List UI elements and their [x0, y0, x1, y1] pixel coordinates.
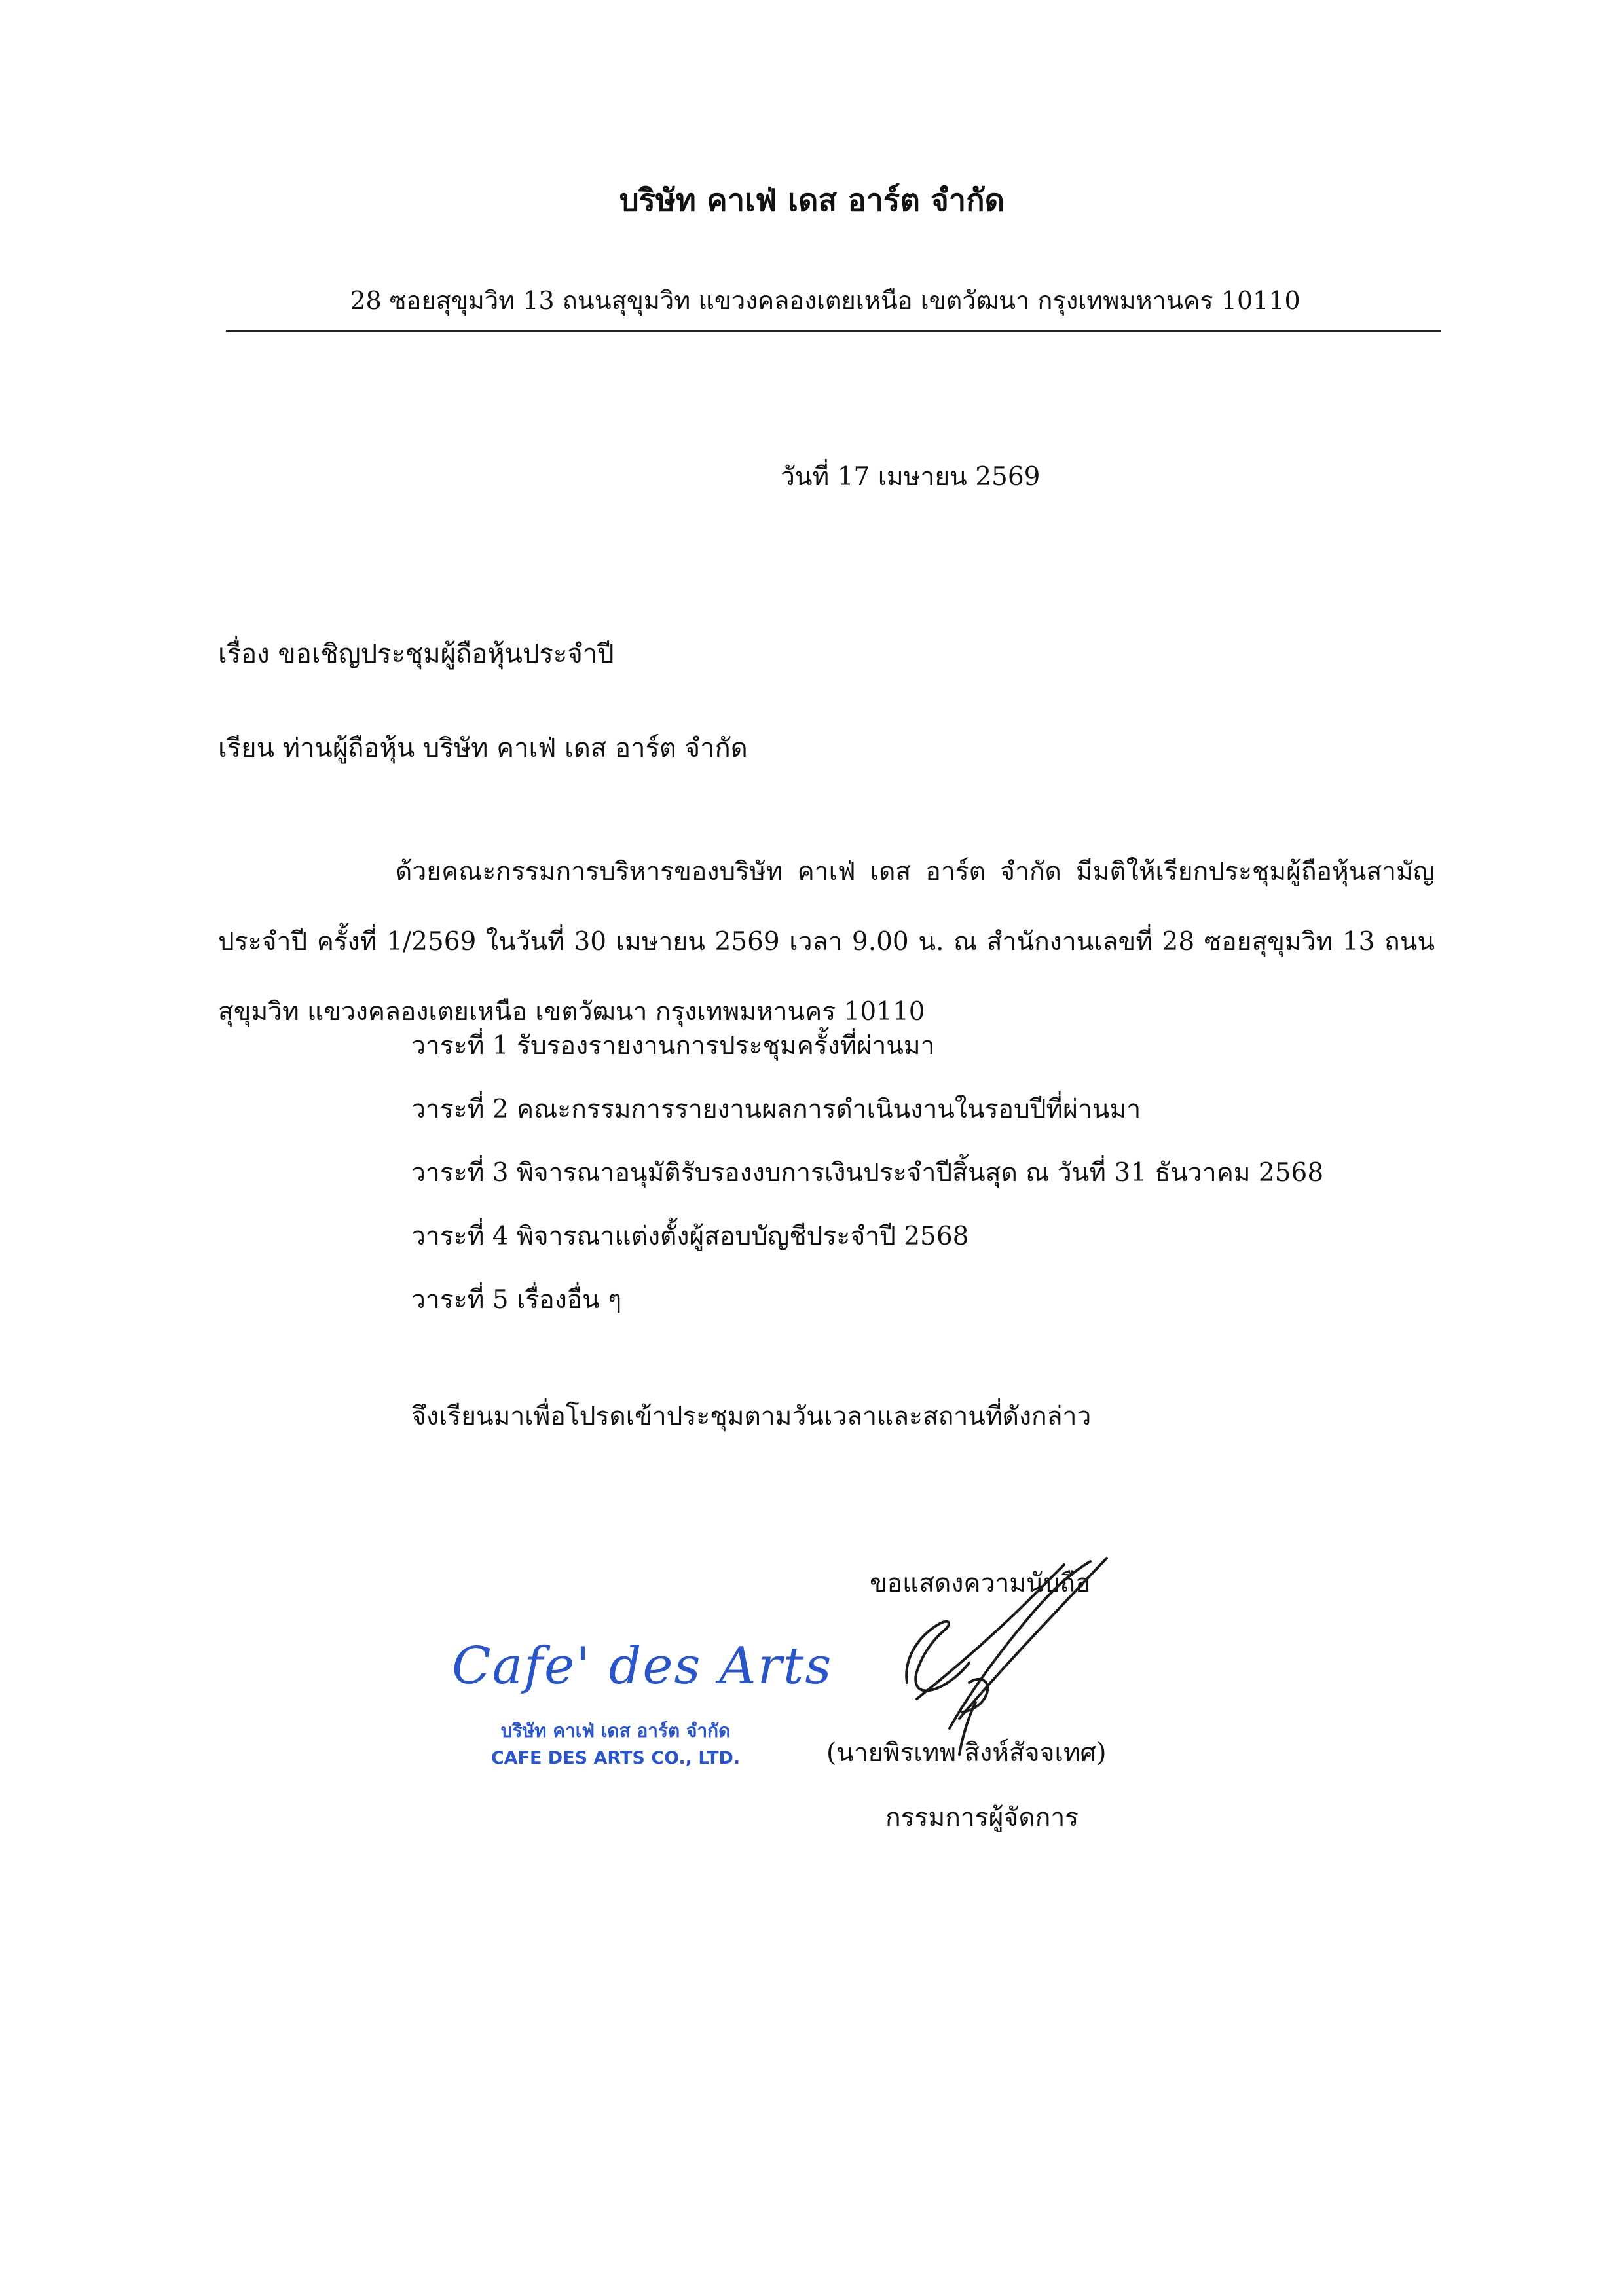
- header-divider: [226, 330, 1441, 332]
- stamp-thai-name: บริษัท คาเฟ่ เดส อาร์ต จำกัด: [500, 1720, 731, 1741]
- body-paragraph-text: ด้วยคณะกรรมการบริหารของบริษัท คาเฟ่ เดส อาร์ต จำกัด มีมติให้เรียกประชุมผู้ถือหุ้นสามัญประจำปี ครั้งที่ 1/2569 ในวันที่ 30 เมษายน 2569 เวลา 9.00 น. ณ สำนักงานเลขที่ 28 ซอยสุขุมวิท 13 ถนนสุขุมวิท แขวงคลองเตยเหนือ เขตวัฒนา กรุงเทพมหานคร 10110: [218, 857, 1435, 1027]
- subject-line: เรื่อง ขอเชิญประชุมผู้ถือหุ้นประจำปี: [218, 639, 614, 669]
- agenda-item-1: วาระที่ 1 รับรองรายงานการประชุมครั้งที่ผ่านมา: [411, 1031, 935, 1061]
- agenda-item-4: วาระที่ 4 พิจารณาแต่งตั้งผู้สอบบัญชีประจำปี 2568: [411, 1222, 969, 1251]
- company-stamp: [452, 1637, 833, 1787]
- salutation-line: เรียน ท่านผู้ถือหุ้น บริษัท คาเฟ่ เดส อาร์ต จำกัด: [218, 733, 748, 763]
- agenda-item-5: วาระที่ 5 เรื่องอื่น ๆ: [411, 1285, 622, 1315]
- stamp-english-name: CAFE DES ARTS CO., LTD.: [490, 1748, 741, 1768]
- signer-name: (นายพิรเทพ สิงห์สัจจเทศ): [826, 1738, 1107, 1768]
- company-address: 28 ซอยสุขุมวิท 13 ถนนสุขุมวิท แขวงคลองเตยเหนือ เขตวัฒนา กรุงเทพมหานคร 10110: [350, 286, 1301, 315]
- handwritten-signature: [877, 1539, 1153, 1774]
- agenda-item-3: วาระที่ 3 พิจารณาอนุมัติรับรองงบการเงินประจำปีสิ้นสุด ณ วันที่ 31 ธันวาคม 2568: [411, 1158, 1324, 1188]
- agenda-item-2: วาระที่ 2 คณะกรรมการรายงานผลการดำเนินงานในรอบปีที่ผ่านมา: [411, 1095, 1141, 1124]
- body-paragraph: [218, 837, 1435, 1047]
- stamp-script-logo: Cafe' des Arts: [452, 1637, 833, 1696]
- regards-line: ขอแสดงความนับถือ: [870, 1569, 1091, 1598]
- signer-position: กรรมการผู้จัดการ: [885, 1803, 1079, 1832]
- letter-date: วันที่ 17 เมษายน 2569: [781, 462, 1041, 492]
- closing-line: จึงเรียนมาเพื่อโปรดเข้าประชุมตามวันเวลาและสถานที่ดังกล่าว: [411, 1402, 1092, 1431]
- company-name: บริษัท คาเฟ่ เดส อาร์ต จำกัด: [619, 183, 1005, 219]
